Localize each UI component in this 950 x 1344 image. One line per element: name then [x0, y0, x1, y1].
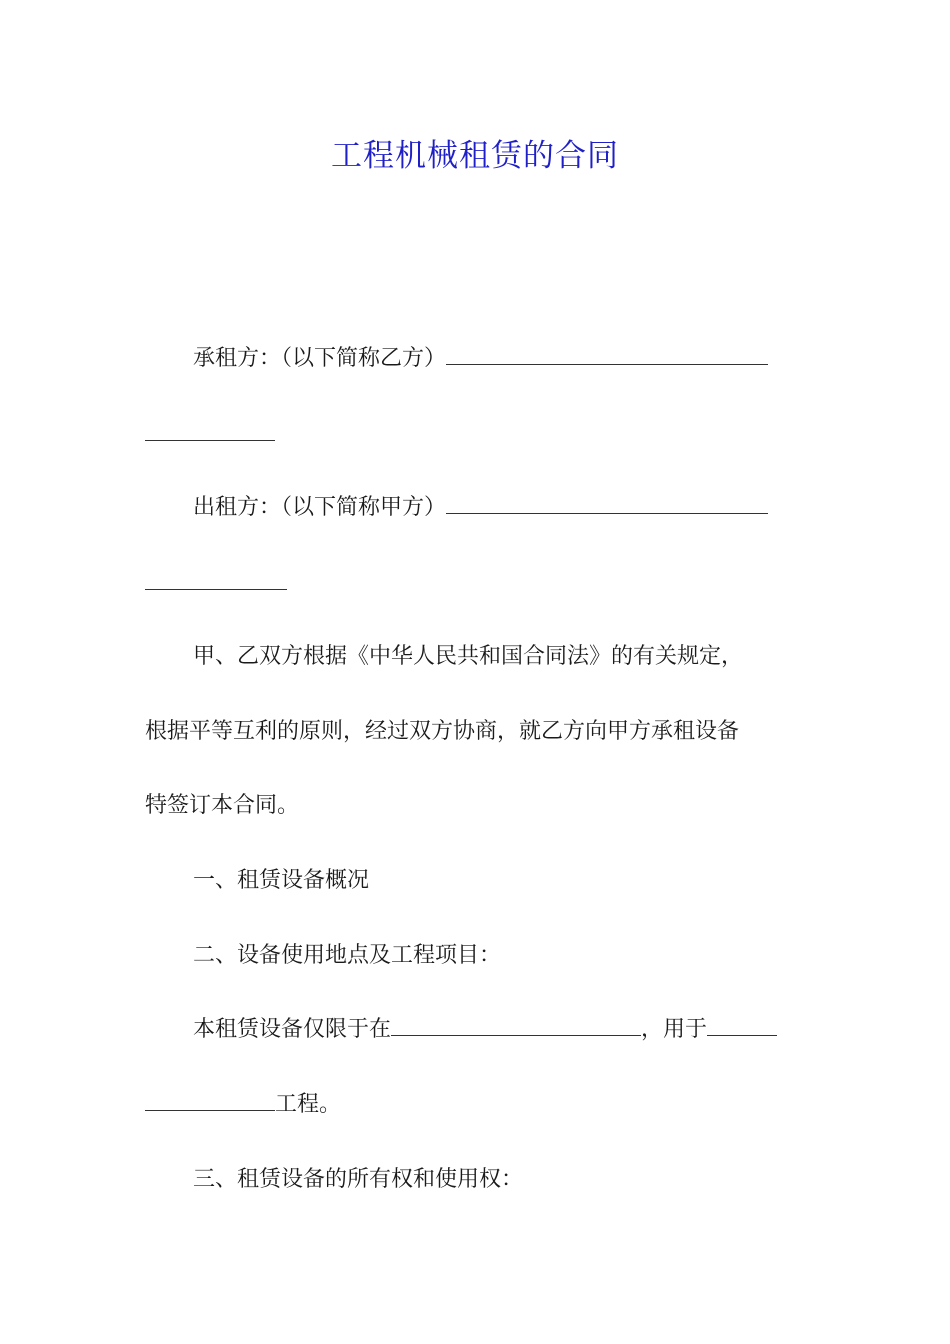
- section-3-heading: 三、租赁设备的所有权和使用权：: [193, 1167, 524, 1192]
- intro-line-3: 特签订本合同。: [145, 793, 300, 818]
- lessor-label: 出租方：（以下简称甲方）: [193, 495, 447, 520]
- lessor-line: [193, 493, 810, 523]
- intro-line-2: 根据平等互利的原则，经过双方协商，就乙方向甲方承租设备: [145, 719, 740, 744]
- lessee-continuation: [145, 420, 810, 450]
- lessor-blank-cont: [145, 569, 287, 590]
- location-blank: [391, 1015, 641, 1036]
- usage-mid: ，用于: [641, 1017, 708, 1042]
- project-blank: [707, 1015, 777, 1036]
- document-title: 工程机械租赁的合同: [331, 138, 619, 174]
- project-blank-cont: [145, 1090, 275, 1111]
- lessee-label: 承租方：（以下简称乙方）: [193, 346, 447, 371]
- lessee-blank-cont: [145, 420, 275, 441]
- intro-line-1: 甲、乙双方根据《中华人民共和国合同法》的有关规定，: [193, 644, 744, 669]
- usage-suffix: 工程。: [275, 1092, 342, 1117]
- lessor-continuation: [145, 569, 810, 599]
- usage-prefix: 本租赁设备仅限于在: [193, 1017, 392, 1042]
- usage-continuation: [145, 1090, 810, 1120]
- lessee-blank: [446, 344, 768, 365]
- usage-line: [193, 1015, 810, 1045]
- section-2-heading: 二、设备使用地点及工程项目：: [193, 943, 502, 968]
- section-1-heading: 一、租赁设备概况: [193, 868, 370, 893]
- lessor-blank: [446, 493, 768, 514]
- lessee-line: [193, 344, 810, 374]
